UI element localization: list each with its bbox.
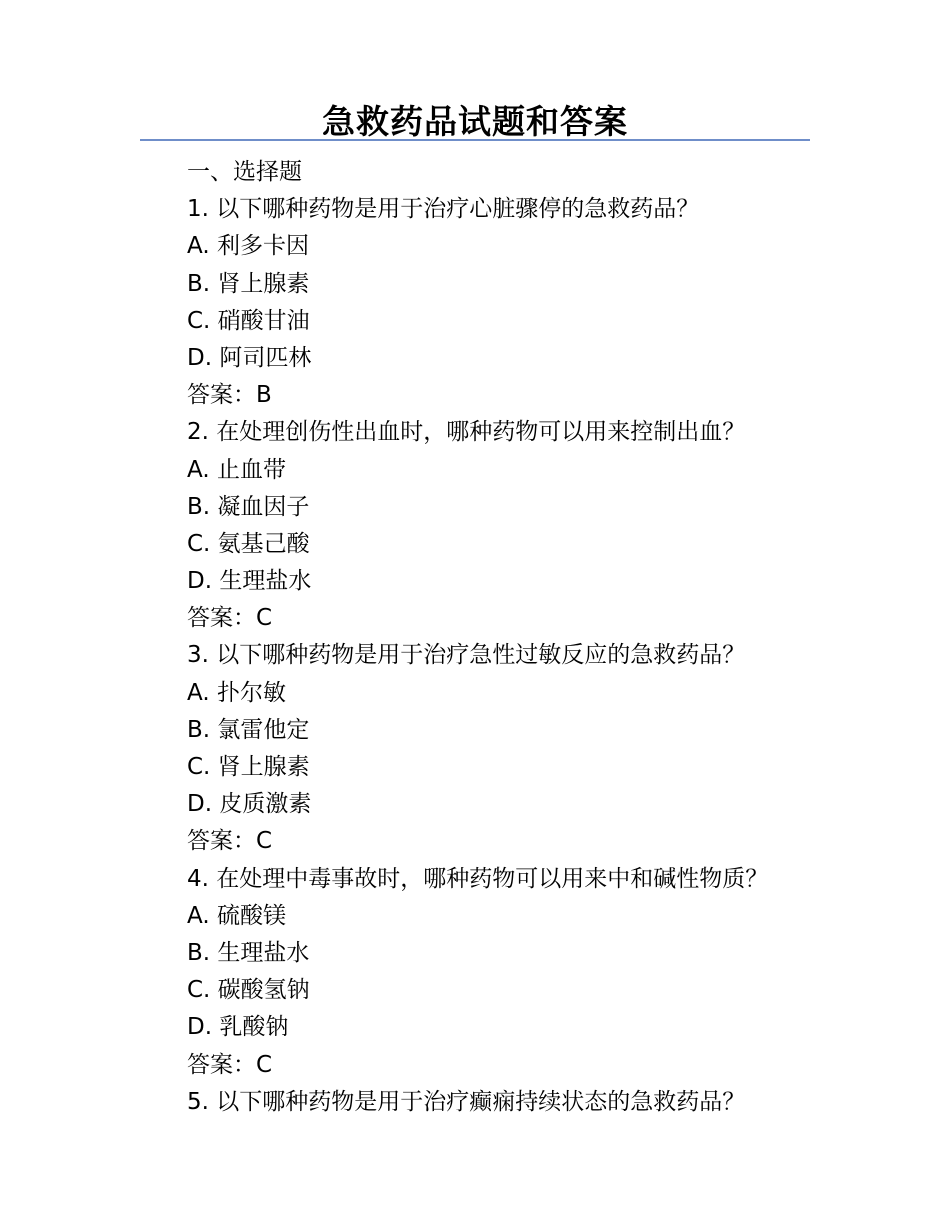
question-4-option-b: B. 生理盐水 [187,939,310,966]
question-3-option-d: D. 皮质激素 [187,791,312,818]
question-1-option-b: B. 肾上腺素 [187,270,310,297]
question-1-option-d: D. 阿司匹林 [187,344,312,371]
title-underline [140,139,810,141]
question-2-option-a: A. 止血带 [187,456,286,483]
question-1-answer: 答案：B [187,382,272,409]
question-3: 3. 以下哪种药物是用于治疗急性过敏反应的急救药品？ [187,642,746,669]
document-title: 急救药品试题和答案 [322,102,628,141]
question-2: 2. 在处理创伤性出血时，哪种药物可以用来控制出血？ [187,419,746,446]
question-list [187,154,768,1121]
question-1-option-a: A. 利多卡因 [187,233,309,260]
question-2-option-c: C. 氨基己酸 [187,530,310,557]
question-4-answer: 答案：C [187,1051,273,1078]
section-heading: 一、选择题 [187,159,302,185]
question-1: 1. 以下哪种药物是用于治疗心脏骤停的急救药品？ [187,196,700,223]
question-4: 4. 在处理中毒事故时，哪种药物可以用来中和碱性物质？ [187,865,769,892]
question-3-option-c: C. 肾上腺素 [187,754,310,780]
question-4-option-c: C. 碳酸氢钠 [187,977,310,1004]
question-4-option-a: A. 硫酸镁 [187,902,286,929]
question-2-answer: 答案：C [187,605,273,632]
question-3-option-a: A. 扑尔敏 [187,679,286,706]
question-4-option-d: D. 乳酸钠 [187,1014,289,1041]
question-1-option-c: C. 硝酸甘油 [187,307,310,334]
question-2-option-b: B. 凝血因子 [187,493,310,520]
question-2-option-d: D. 生理盐水 [187,568,312,595]
question-5: 5. 以下哪种药物是用于治疗癫痫持续状态的急救药品？ [187,1088,746,1115]
question-3-option-b: B. 氯雷他定 [187,716,310,743]
question-3-answer: 答案：C [187,828,273,855]
